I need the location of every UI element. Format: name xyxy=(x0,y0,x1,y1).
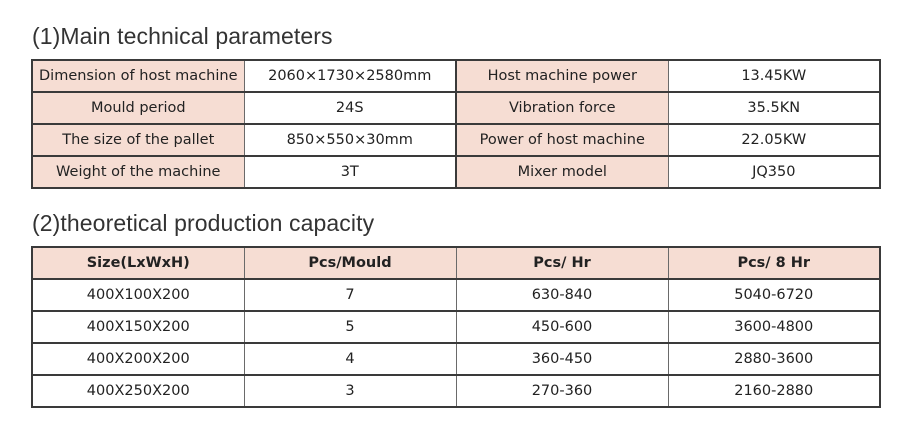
table-cell: 3600-4800 xyxy=(668,311,880,343)
param-label: Weight of the machine xyxy=(32,156,244,188)
param-value: 24S xyxy=(244,92,456,124)
column-header-pcs-8hr: Pcs/ 8 Hr xyxy=(668,247,880,279)
param-value: 13.45KW xyxy=(668,60,880,92)
table-cell: 360-450 xyxy=(456,343,668,375)
table-cell: 270-360 xyxy=(456,375,668,407)
table-header-row xyxy=(32,247,880,279)
param-value: 3T xyxy=(244,156,456,188)
table-cell: 630-840 xyxy=(456,279,668,311)
column-header-size: Size(LxWxH) xyxy=(32,247,244,279)
table-cell: 400X150X200 xyxy=(32,311,244,343)
table-cell: 450-600 xyxy=(456,311,668,343)
table-row xyxy=(32,124,880,156)
table-cell: 5040-6720 xyxy=(668,279,880,311)
param-label: Dimension of host machine xyxy=(32,60,244,92)
param-label: The size of the pallet xyxy=(32,124,244,156)
param-value: 2060×1730×2580mm xyxy=(244,60,456,92)
param-label: Mixer model xyxy=(456,156,668,188)
table-row xyxy=(32,375,880,407)
table-cell: 5 xyxy=(244,311,456,343)
technical-parameters-table xyxy=(31,59,881,189)
param-label: Mould period xyxy=(32,92,244,124)
param-value: 22.05KW xyxy=(668,124,880,156)
column-header-pcs-mould: Pcs/Mould xyxy=(244,247,456,279)
table-row xyxy=(32,279,880,311)
table-row xyxy=(32,92,880,124)
param-value: JQ350 xyxy=(668,156,880,188)
table-cell: 3 xyxy=(244,375,456,407)
table-cell: 400X100X200 xyxy=(32,279,244,311)
table-cell: 7 xyxy=(244,279,456,311)
production-capacity-title: (2)theoretical production capacity xyxy=(32,210,375,236)
table-cell: 2160-2880 xyxy=(668,375,880,407)
table-row xyxy=(32,343,880,375)
table-cell: 400X250X200 xyxy=(32,375,244,407)
param-label: Host machine power xyxy=(456,60,668,92)
table-row xyxy=(32,60,880,92)
production-capacity-table xyxy=(31,246,881,408)
table-cell: 400X200X200 xyxy=(32,343,244,375)
param-label: Power of host machine xyxy=(456,124,668,156)
param-label: Vibration force xyxy=(456,92,668,124)
table-row xyxy=(32,311,880,343)
param-value: 35.5KN xyxy=(668,92,880,124)
table-cell: 4 xyxy=(244,343,456,375)
column-header-pcs-hr: Pcs/ Hr xyxy=(456,247,668,279)
main-technical-parameters-title: (1)Main technical parameters xyxy=(32,23,333,49)
param-value: 850×550×30mm xyxy=(244,124,456,156)
table-cell: 2880-3600 xyxy=(668,343,880,375)
table-row xyxy=(32,156,880,188)
